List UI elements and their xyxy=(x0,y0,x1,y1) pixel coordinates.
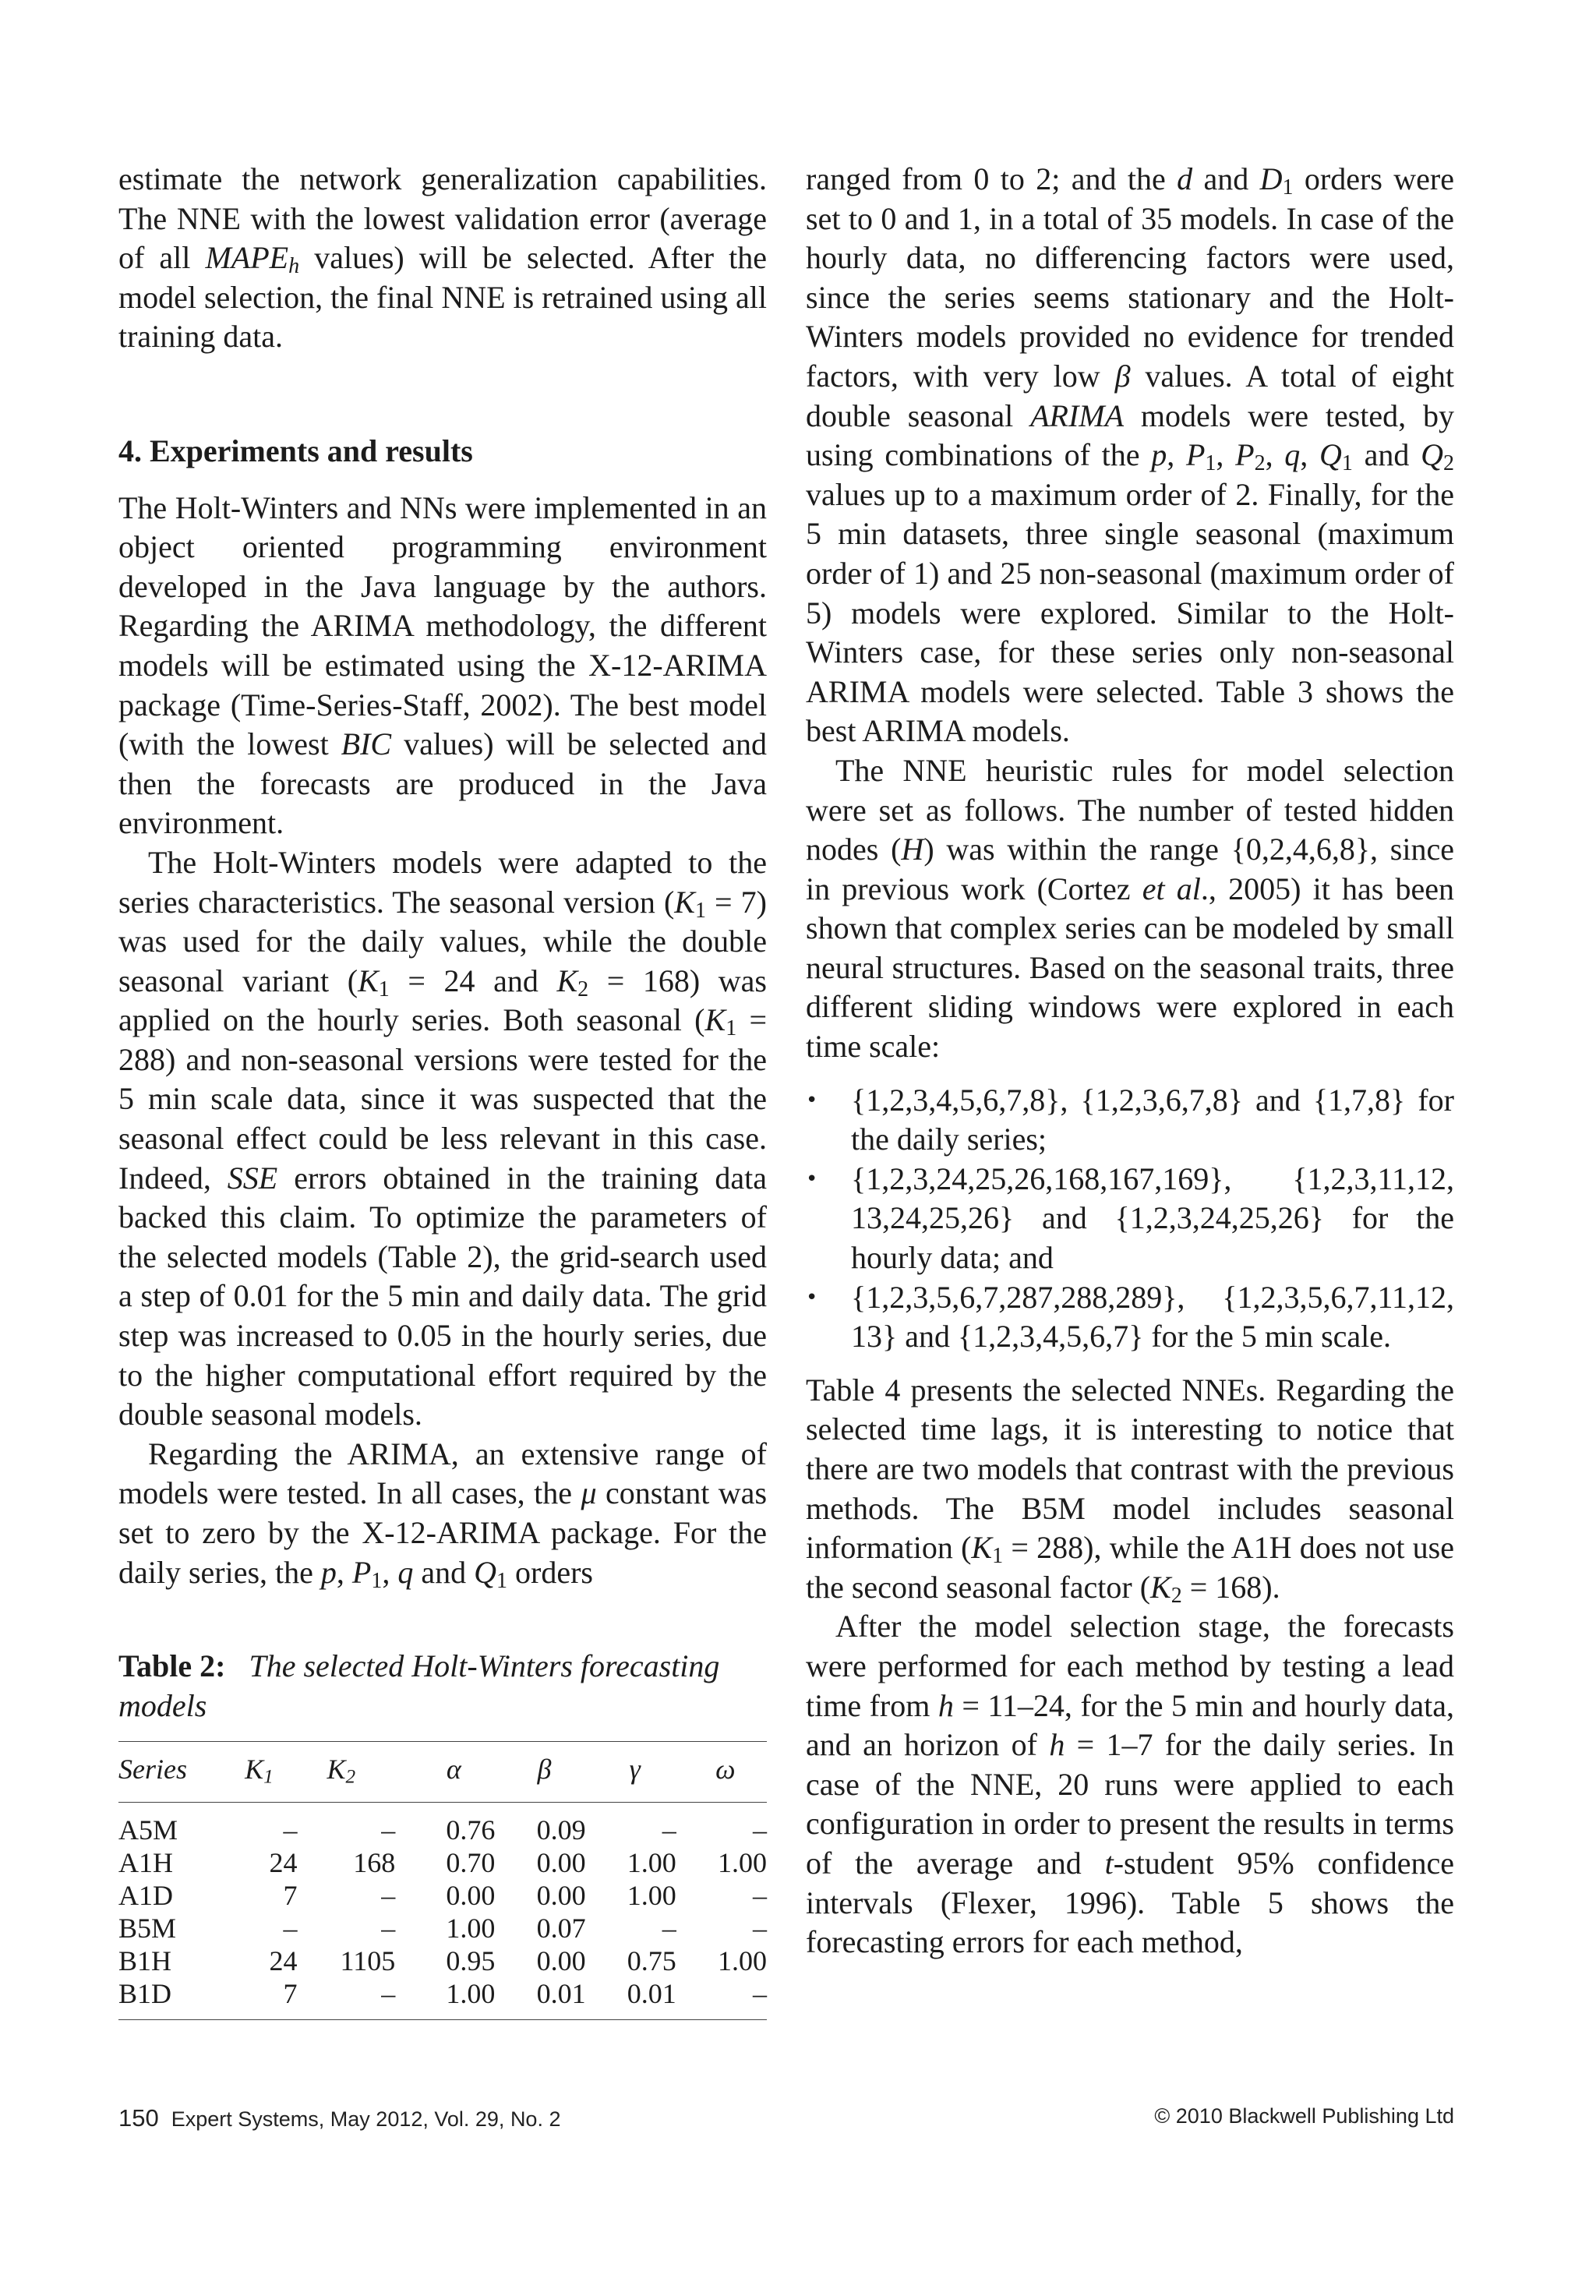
table-cell: 1.00 xyxy=(718,1846,767,1878)
header-k1: $K_1$ xyxy=(245,1754,274,1788)
table-cell: 0.00 xyxy=(446,1879,496,1911)
paragraph-holt-winters: The Holt-Winters models were adapted to the series characteristics. The seasonal version $(K_1 = 7)$ was used for the daily values, while the double seasonal variant ($K_1 = 24$ and $K_2 = 168$) was applied on the hourly series. Both seasonal $(K_1 = 288)$ and non-seasonal versions were tested for the 5 min scale data, since it was suspected that the seasonal effect could be less relevant in this case. Indeed, SSE errors obtained in the training data backed this claim. To optimize the parameters of the selected models (Table 2), the grid-search used a step of 0.01 for the 5 min and daily data. The grid step was increased to 0.05 in the hourly series, due to the higher computational effort required by the double seasonal models. xyxy=(118,844,768,1432)
paragraph-arima-continued: ranged from 0 to 2; and the d and $D_1$ orders were set to 0 and 1, in a total of 35 models. In case of the hourly data, no differencing factors were used, since the series seems stationary and the Holt-Winters models provided no evidence for trended factors, with very low β values. A total of eight double seasonal ARIMA models were tested, by using combinations of the p, $P_1$, $P_2$, q, $Q_1$ and $Q_2$ values up to a maximum order of 2. Finally, for the 5 min datasets, three single seasonal (maximum order of 1) and 25 non-seasonal (maximum order of 5) models were explored. Similar to the Holt-Winters case, for these series only non-seasonal ARIMA models were selected. Table 3 shows the best ARIMA models. xyxy=(806,161,1454,749)
list-item: • {1,2,3,4,5,6,7,8}, {1,2,3,6,7,8} and {1,7,8} for the daily series; xyxy=(806,1082,1454,1157)
page-footer-left xyxy=(118,2104,560,2132)
table-caption xyxy=(118,1647,767,1726)
table-cell: 24 xyxy=(269,1846,298,1878)
table-cell: A1D xyxy=(118,1879,173,1911)
table-cell: – xyxy=(753,1814,767,1846)
paragraph-implementation: The Holt-Winters and NNs were implemented in an object oriented programming environment developed in the Java language by the authors. Regarding the ARIMA methodology, the different models will be estimated using the X-12-ARIMA package (Time-Series-Staff, 2002). The best model (with the lowest BIC values) will be selected and then the forecasts are produced in the Java environment. xyxy=(118,489,767,841)
table-row xyxy=(118,1802,767,1846)
table-header-row xyxy=(118,1742,767,1803)
header-k2: $K_2$ xyxy=(327,1754,356,1788)
table-row xyxy=(118,1912,767,1945)
paragraph-selected-nnes: Table 4 presents the selected NNEs. Regarding the selected time lags, it is interesting to notice that there are two models that contrast with the previous methods. The B5M model includes seasonal information $(K_1 = 288)$, while the A1H does not use the second seasonal factor $(K_2 = 168)$. xyxy=(806,1372,1455,1608)
section-heading: 4. Experiments and results xyxy=(118,433,473,468)
table-cell: 0.76 xyxy=(446,1814,496,1846)
header-omega: ω xyxy=(715,1754,736,1786)
table-cell: – xyxy=(381,1814,396,1846)
table-cell: – xyxy=(662,1814,676,1846)
table-row xyxy=(118,1879,767,1912)
table-cell: – xyxy=(381,1912,396,1944)
table-cell: 0.07 xyxy=(536,1912,586,1944)
header-gamma: γ xyxy=(629,1754,641,1786)
table-row xyxy=(118,1945,767,1977)
copyright-notice: © 2010 Blackwell Publishing Ltd xyxy=(1154,2104,1454,2128)
header-series: Series xyxy=(118,1754,187,1786)
paragraph-generalization: estimate the network generalization capabilities. The NNE with the lowest validation error (average of all $MAPE_h$ values) will be selected. After the model selection, the final NNE is retrained using all training data. xyxy=(118,161,767,355)
header-alpha: α xyxy=(446,1754,461,1786)
table-cell: 1.00 xyxy=(627,1879,676,1911)
table-cell: 0.95 xyxy=(446,1945,496,1976)
table-cell: 1.00 xyxy=(446,1977,496,2009)
table-title: The selected Holt-Winters forecasting models xyxy=(118,1648,720,1723)
table-cell: B1D xyxy=(118,1977,172,2009)
table-cell: – xyxy=(381,1977,396,2009)
table-cell: 0.70 xyxy=(446,1846,496,1878)
table-cell: 1.00 xyxy=(627,1846,676,1878)
table-cell: 0.00 xyxy=(536,1879,586,1911)
table-row xyxy=(118,1846,767,1879)
list-item: • {1,2,3,24,25,26,168,167,169}, {1,2,3,11,12, 13,24,25,26} and {1,2,3,24,25,26} for the hourly data; and xyxy=(806,1160,1454,1276)
table-cell: 0.00 xyxy=(536,1945,586,1976)
table-cell: 0.00 xyxy=(536,1846,586,1878)
table-cell: 168 xyxy=(353,1846,396,1878)
table-cell: 0.75 xyxy=(627,1945,676,1976)
table-cell: – xyxy=(753,1977,767,2009)
table-cell: A1H xyxy=(118,1846,173,1878)
paragraph-forecasts: After the model selection stage, the forecasts were performed for each method by testing a lead time from h = 11–24, for the 5 min and hourly data, and an horizon of h = 1–7 for the daily series. In case of the NNE, 20 runs were applied to each configuration in order to present the results in terms of the average and t-student 95% confidence intervals (Flexer, 1996). Table 5 shows the forecasting errors for each method, xyxy=(806,1609,1455,1960)
table-cell: – xyxy=(381,1879,396,1911)
table-cell: A5M xyxy=(118,1814,178,1846)
table-cell: B1H xyxy=(118,1945,172,1976)
table-cell: 0.01 xyxy=(536,1977,586,2009)
table-row xyxy=(118,1977,767,2020)
table-cell: 1.00 xyxy=(446,1912,496,1944)
table-cell: 1105 xyxy=(340,1945,396,1976)
table-cell: – xyxy=(753,1879,767,1911)
page-number: 150 xyxy=(118,2104,159,2132)
table-cell: – xyxy=(283,1814,298,1846)
table-cell: 7 xyxy=(283,1977,298,2009)
paragraph-nne-rules: The NNE heuristic rules for model selection were set as follows. The number of tested hidden nodes (H) was within the range {0,2,4,6,8}, since in previous work (Cortez et al., 2005) it has been shown that complex series can be modeled by small neural structures. Based on the seasonal traits, three different sliding windows were explored in each time scale: xyxy=(806,752,1455,1065)
table-cell: 0.01 xyxy=(627,1977,676,2009)
table-cell: 0.09 xyxy=(536,1814,586,1846)
holt-winters-table xyxy=(118,1741,767,2020)
left-column xyxy=(118,160,767,2020)
paragraph-arima: Regarding the ARIMA, an extensive range of models were tested. In all cases, the μ constant was set to zero by the X-12-ARIMA package. For the daily series, the p, $P_1$, q and $Q_1$ orders xyxy=(118,1436,768,1593)
table-cell: 1.00 xyxy=(718,1945,767,1976)
list-item: • {1,2,3,5,6,7,287,288,289}, {1,2,3,5,6,7,11,12, 13} and {1,2,3,4,5,6,7} for the 5 min scale. xyxy=(806,1279,1454,1355)
journal-info: Expert Systems, May 2012, Vol. 29, No. 2 xyxy=(171,2107,561,2131)
table-cell: 24 xyxy=(269,1945,298,1976)
right-column xyxy=(806,160,1454,1962)
table-cell: – xyxy=(753,1912,767,1944)
sliding-window-list xyxy=(806,1081,1454,1357)
header-beta: β xyxy=(537,1754,552,1786)
table-cell: B5M xyxy=(118,1912,177,1944)
table-cell: – xyxy=(283,1912,298,1944)
table-label: Table 2: xyxy=(118,1648,226,1684)
table-cell: – xyxy=(662,1912,676,1944)
table-cell: 7 xyxy=(283,1879,298,1911)
